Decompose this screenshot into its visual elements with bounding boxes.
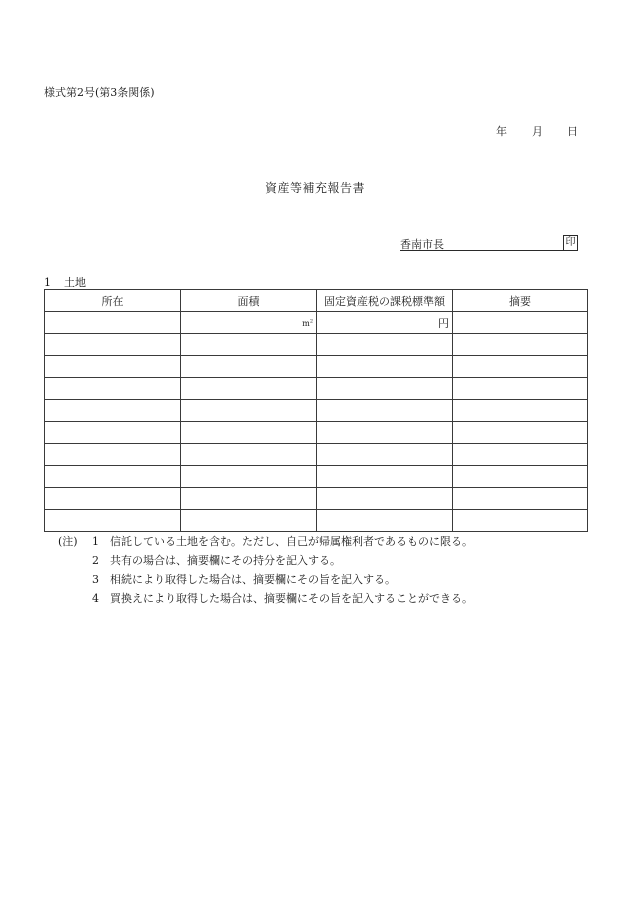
cell-location[interactable] <box>45 356 181 378</box>
document-title: 資産等補充報告書 <box>264 181 365 195</box>
cell-location[interactable] <box>45 510 181 532</box>
cell-tax-base-amount[interactable] <box>317 312 453 334</box>
note-text: 買換えにより取得した場合は、摘要欄にその旨を記入することができる。 <box>110 592 473 605</box>
cell-remarks[interactable] <box>453 378 588 400</box>
cell-tax-base-amount[interactable] <box>317 510 453 532</box>
cell-location[interactable] <box>45 466 181 488</box>
cell-remarks[interactable] <box>453 312 588 334</box>
section-title: 土地 <box>64 276 86 289</box>
table-row <box>45 356 588 378</box>
cell-location[interactable] <box>45 488 181 510</box>
cell-area[interactable] <box>181 378 317 400</box>
land-table <box>44 289 588 532</box>
header-remarks: 摘要 <box>453 290 588 312</box>
note-number: 3 <box>92 573 99 586</box>
cell-remarks[interactable] <box>453 488 588 510</box>
note-text: 共有の場合は、摘要欄にその持分を記入する。 <box>110 554 341 567</box>
form-number: 様式第2号(第3条関係) <box>44 86 155 99</box>
cell-tax-base-amount[interactable] <box>317 444 453 466</box>
note-text: 信託している土地を含む。ただし、自己が帰属権利者であるものに限る。 <box>110 535 473 548</box>
cell-remarks[interactable] <box>453 510 588 532</box>
cell-tax-base-amount[interactable] <box>317 356 453 378</box>
cell-location[interactable] <box>45 334 181 356</box>
note-number: 1 <box>92 535 99 548</box>
table-row <box>45 422 588 444</box>
table-row <box>45 444 588 466</box>
note-number: 4 <box>92 592 99 605</box>
cell-location[interactable] <box>45 444 181 466</box>
cell-area[interactable] <box>181 466 317 488</box>
seal-mark: 印 <box>563 235 578 251</box>
yen-unit: 円 <box>438 316 449 330</box>
date-day-label: 日 <box>567 125 578 138</box>
cell-tax-base-amount[interactable] <box>317 466 453 488</box>
addressee-underline <box>400 250 564 251</box>
addressee-block <box>400 235 578 251</box>
area-unit-base: m <box>302 319 310 328</box>
section-number: 1 <box>44 276 51 289</box>
table-row <box>45 378 588 400</box>
area-unit-superscript: 2 <box>309 318 313 325</box>
table-row <box>45 466 588 488</box>
cell-area[interactable] <box>181 356 317 378</box>
table-header-row <box>45 290 588 312</box>
cell-tax-base-amount[interactable] <box>317 378 453 400</box>
addressee-name: 香南市長 <box>400 238 444 251</box>
table-row <box>45 488 588 510</box>
cell-area[interactable] <box>181 400 317 422</box>
cell-location[interactable] <box>45 312 181 334</box>
header-location: 所在 <box>45 290 181 312</box>
cell-area[interactable] <box>181 334 317 356</box>
section-heading <box>44 274 86 290</box>
notes-label: (注) <box>58 535 78 548</box>
cell-area[interactable] <box>181 444 317 466</box>
cell-area[interactable] <box>181 510 317 532</box>
cell-location[interactable] <box>45 400 181 422</box>
cell-tax-base-amount[interactable] <box>317 488 453 510</box>
square-meter-unit <box>302 319 313 328</box>
cell-tax-base-amount[interactable] <box>317 422 453 444</box>
cell-remarks[interactable] <box>453 334 588 356</box>
cell-remarks[interactable] <box>453 444 588 466</box>
cell-remarks[interactable] <box>453 356 588 378</box>
cell-remarks[interactable] <box>453 422 588 444</box>
cell-location[interactable] <box>45 378 181 400</box>
date-month-label: 月 <box>532 125 543 138</box>
note-number: 2 <box>92 554 99 567</box>
cell-tax-base-amount[interactable] <box>317 334 453 356</box>
cell-remarks[interactable] <box>453 466 588 488</box>
cell-area[interactable] <box>181 312 317 334</box>
cell-area[interactable] <box>181 488 317 510</box>
table-row <box>45 334 588 356</box>
table-row <box>45 400 588 422</box>
cell-area[interactable] <box>181 422 317 444</box>
header-tax-base-amount: 固定資産税の課税標準額 <box>317 290 453 312</box>
cell-tax-base-amount[interactable] <box>317 400 453 422</box>
cell-location[interactable] <box>45 422 181 444</box>
note-text: 相続により取得した場合は、摘要欄にその旨を記入する。 <box>110 573 396 586</box>
date-year-label: 年 <box>496 125 507 138</box>
table-row <box>45 510 588 532</box>
table-row <box>45 312 588 334</box>
header-area: 面積 <box>181 290 317 312</box>
cell-remarks[interactable] <box>453 400 588 422</box>
